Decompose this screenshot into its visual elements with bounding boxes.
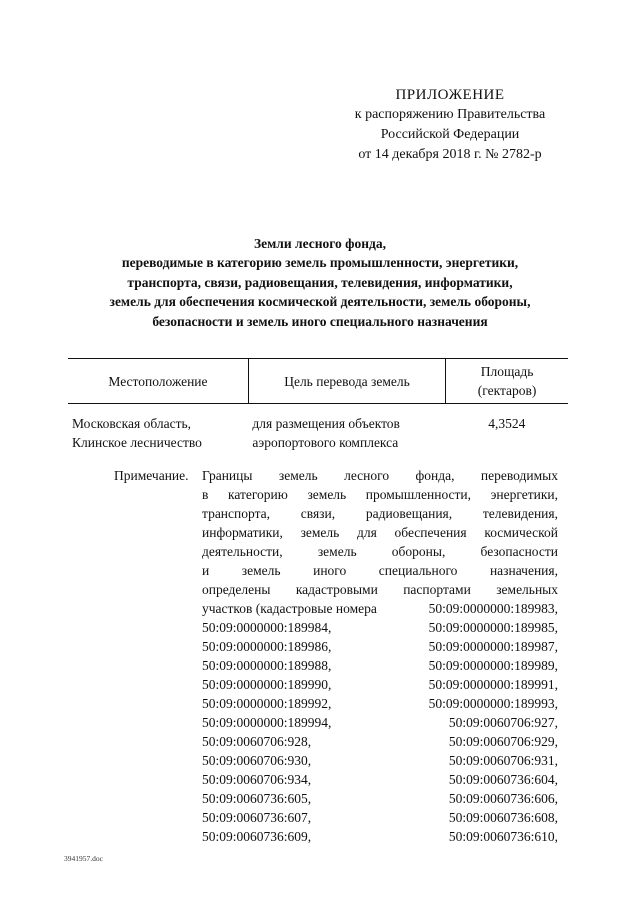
file-name-footer: 3941957.doc (64, 854, 103, 863)
title-line: транспорта, связи, радиовещания, телевидения, информатики, (127, 274, 513, 290)
cadastral-number-row (202, 827, 558, 846)
cadastral-number: 50:09:0060736:606, (448, 791, 558, 806)
cadastral-number: 50:09:0060736:604, (448, 772, 558, 787)
location-line: Московская область, (72, 416, 192, 431)
location-cell (68, 404, 248, 453)
note-line: транспорта, связи, радиовещания, телевидения, (202, 506, 558, 521)
header-line-2: Российской Федерации (380, 127, 520, 142)
cadastral-number: 50:09:0060706:928, (202, 734, 312, 749)
note-line: информатики, земель для обеспечения космической (202, 525, 558, 540)
note-line: Границы земель лесного фонда, переводимых (202, 468, 558, 483)
cadastral-number: 50:09:0060736:609, (202, 829, 312, 844)
cadastral-number-row (202, 675, 558, 694)
note-line: деятельности, земель обороны, безопасности (202, 544, 558, 559)
cadastral-number-row (202, 808, 558, 827)
cadastral-number-row (202, 732, 558, 751)
table-row (68, 404, 568, 453)
note-line: определены кадастровыми паспортами земельных (202, 582, 558, 597)
cadastral-number: 50:09:0060736:605, (202, 791, 312, 806)
cadastral-number-row (202, 751, 558, 770)
note-body (202, 466, 558, 846)
cadastral-number: 50:09:0000000:189991, (428, 677, 558, 692)
note-label: Примечание. (114, 468, 189, 483)
cadastral-number-row (202, 694, 558, 713)
cadastral-number: 50:09:0060736:610, (448, 829, 558, 844)
header-line-1: к распоряжению Правительства (354, 107, 546, 122)
purpose-cell (248, 404, 445, 453)
column-header-purpose: Цель перевода земель (248, 359, 445, 404)
cadastral-number: 50:09:0000000:189987, (428, 639, 558, 654)
purpose-line: аэропортового комплекса (252, 435, 399, 450)
note-line: в категорию земель промышленности, энергетики, (202, 487, 558, 502)
cadastral-number: 50:09:0060736:607, (202, 810, 312, 825)
cadastral-number: 50:09:0000000:189985, (428, 620, 558, 635)
cadastral-number: 50:09:0000000:189992, (202, 696, 332, 711)
cadastral-number: 50:09:0000000:189990, (202, 677, 332, 692)
cadastral-number: 50:09:0060706:934, (202, 772, 312, 787)
cadastral-number: 50:09:0000000:189993, (428, 696, 558, 711)
cadastral-number-row (202, 656, 558, 675)
area-cell: 4,3524 (488, 416, 526, 431)
cadastral-number-row (202, 637, 558, 656)
cadastral-number: 50:09:0060736:608, (448, 810, 558, 825)
cadastral-number: 50:09:0000000:189988, (202, 658, 332, 673)
appendix-title: ПРИЛОЖЕНИЕ (395, 87, 505, 103)
document-header (330, 85, 570, 165)
title-line: безопасности и земель иного специального назначения (152, 313, 488, 329)
cadastral-number-row (202, 713, 558, 732)
column-header-area (446, 359, 568, 404)
cadastral-number-list (202, 618, 558, 846)
location-line: Клинское лесничество (72, 435, 202, 450)
cadastral-number-row (202, 770, 558, 789)
cadastral-number: 50:09:0000000:189989, (428, 658, 558, 673)
column-header-area-line: Площадь (480, 364, 534, 379)
document-title (40, 234, 600, 331)
cadastral-intro-line (202, 599, 558, 618)
title-line: Земли лесного фонда, (253, 236, 387, 251)
cadastral-number: 50:09:0000000:189984, (202, 620, 332, 635)
column-header-location: Местоположение (68, 359, 248, 404)
header-line-3: от 14 декабря 2018 г. № 2782-р (358, 147, 542, 162)
lands-table (68, 358, 568, 452)
cadastral-number: 50:09:0000000:189986, (202, 639, 332, 654)
purpose-line: для размещения объектов (252, 416, 400, 431)
cadastral-number: 50:09:0000000:189983, (428, 601, 558, 616)
column-header-area-line: (гектаров) (477, 383, 537, 398)
cadastral-number-row (202, 789, 558, 808)
title-line: переводимые в категорию земель промышленности, энергетики, (121, 255, 519, 271)
cadastral-number-row (202, 618, 558, 637)
cadastral-number: 50:09:0060706:931, (448, 753, 558, 768)
cadastral-number: 50:09:0060706:929, (448, 734, 558, 749)
title-line: земель для обеспечения космической деятельности, земель обороны, (109, 294, 531, 310)
cadastral-number: 50:09:0000000:189994, (202, 715, 332, 730)
note-line: и земель иного специального назначения, (202, 563, 558, 578)
cadastral-number: 50:09:0060706:927, (448, 715, 558, 730)
table-header-row (68, 359, 568, 404)
cadastral-intro: участков (кадастровые номера (202, 601, 377, 616)
cadastral-number: 50:09:0060706:930, (202, 753, 312, 768)
